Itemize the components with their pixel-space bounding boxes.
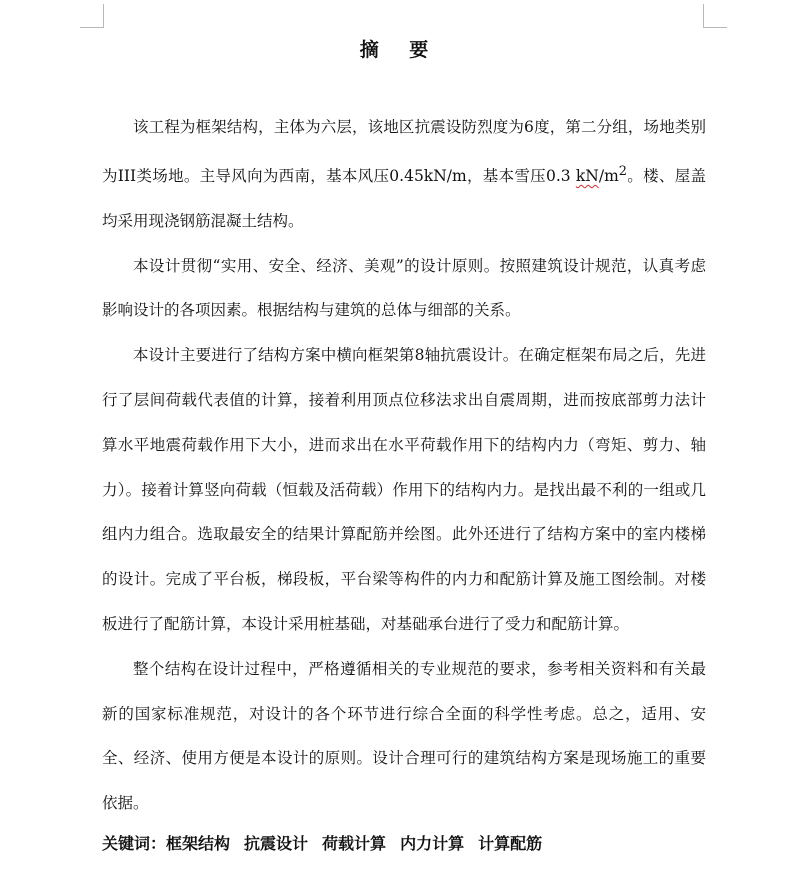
paragraph-3: 本设计主要进行了结构方案中横向框架第8轴抗震设计。在确定框架布局之后，先进行了层间荷载代表值的计算，接着利用顶点位移法求出自震周期，进而按底部剪力法计算水平地震荷载作用下大小，进而求出在水平荷载作用下的结构内力（弯矩、剪力、轴力）。接着计算竖向荷载（恒载及活荷载）作用下的结构内力。是找出最不利的一组或几组内力组合。选取最安全的结果计算配筋并绘图。此外还进行了结构方案中的室内楼梯的设计。完成了平台板，梯段板，平台梁等构件的内力和配筋计算及施工图绘制。对楼板进行了配筋计算，本设计采用桩基础，对基础承台进行了受力和配筋计算。 bbox=[102, 346, 706, 633]
paragraph-4: 整个结构在设计过程中，严格遵循相关的专业规范的要求，参考相关资料和有关最新的国家标准规范，对设计的各个环节进行综合全面的科学性考虑。总之，适用、安全、经济、使用方便是本设计的原则。设计合理可行的建筑结构方案是现场施工的重要依据。 bbox=[102, 659, 706, 813]
paragraph-1-tail: 。楼、屋盖均采用现浇钢筋混凝土结构。 bbox=[102, 166, 706, 230]
page-corner-mark-top-right bbox=[703, 4, 727, 28]
page-title: 摘 要 bbox=[359, 39, 441, 61]
keyword-item: 内力计算 bbox=[400, 834, 465, 853]
keyword-item: 抗震设计 bbox=[244, 834, 309, 853]
paragraph-2: 本设计贯彻“实用、安全、经济、美观”的设计原则。按照建筑设计规范，认真考虑影响设计的各项因素。根据结构与建筑的总体与细部的关系。 bbox=[102, 256, 706, 320]
keyword-item: 计算配筋 bbox=[478, 834, 543, 853]
unit-kn-spellcheck: kN bbox=[575, 166, 599, 185]
paragraph-1 bbox=[102, 105, 706, 244]
keyword-item: 荷载计算 bbox=[322, 834, 387, 853]
unit-exponent: 2 bbox=[618, 163, 627, 179]
page-corner-mark-top-left bbox=[80, 4, 104, 28]
unit-per-m: /m bbox=[598, 166, 619, 185]
keywords-line bbox=[102, 830, 556, 858]
paragraph-1-text: 该工程为框架结构，主体为六层，该地区抗震设防烈度为6度，第二分组，场地类别为III类场地。主导风向为西南，基本风压0.45kN/m，基本雪压0.3 bbox=[102, 118, 706, 185]
keyword-item: 框架结构 bbox=[166, 834, 231, 853]
keywords-label: 关键词： bbox=[102, 834, 167, 853]
abstract-body bbox=[102, 105, 706, 826]
